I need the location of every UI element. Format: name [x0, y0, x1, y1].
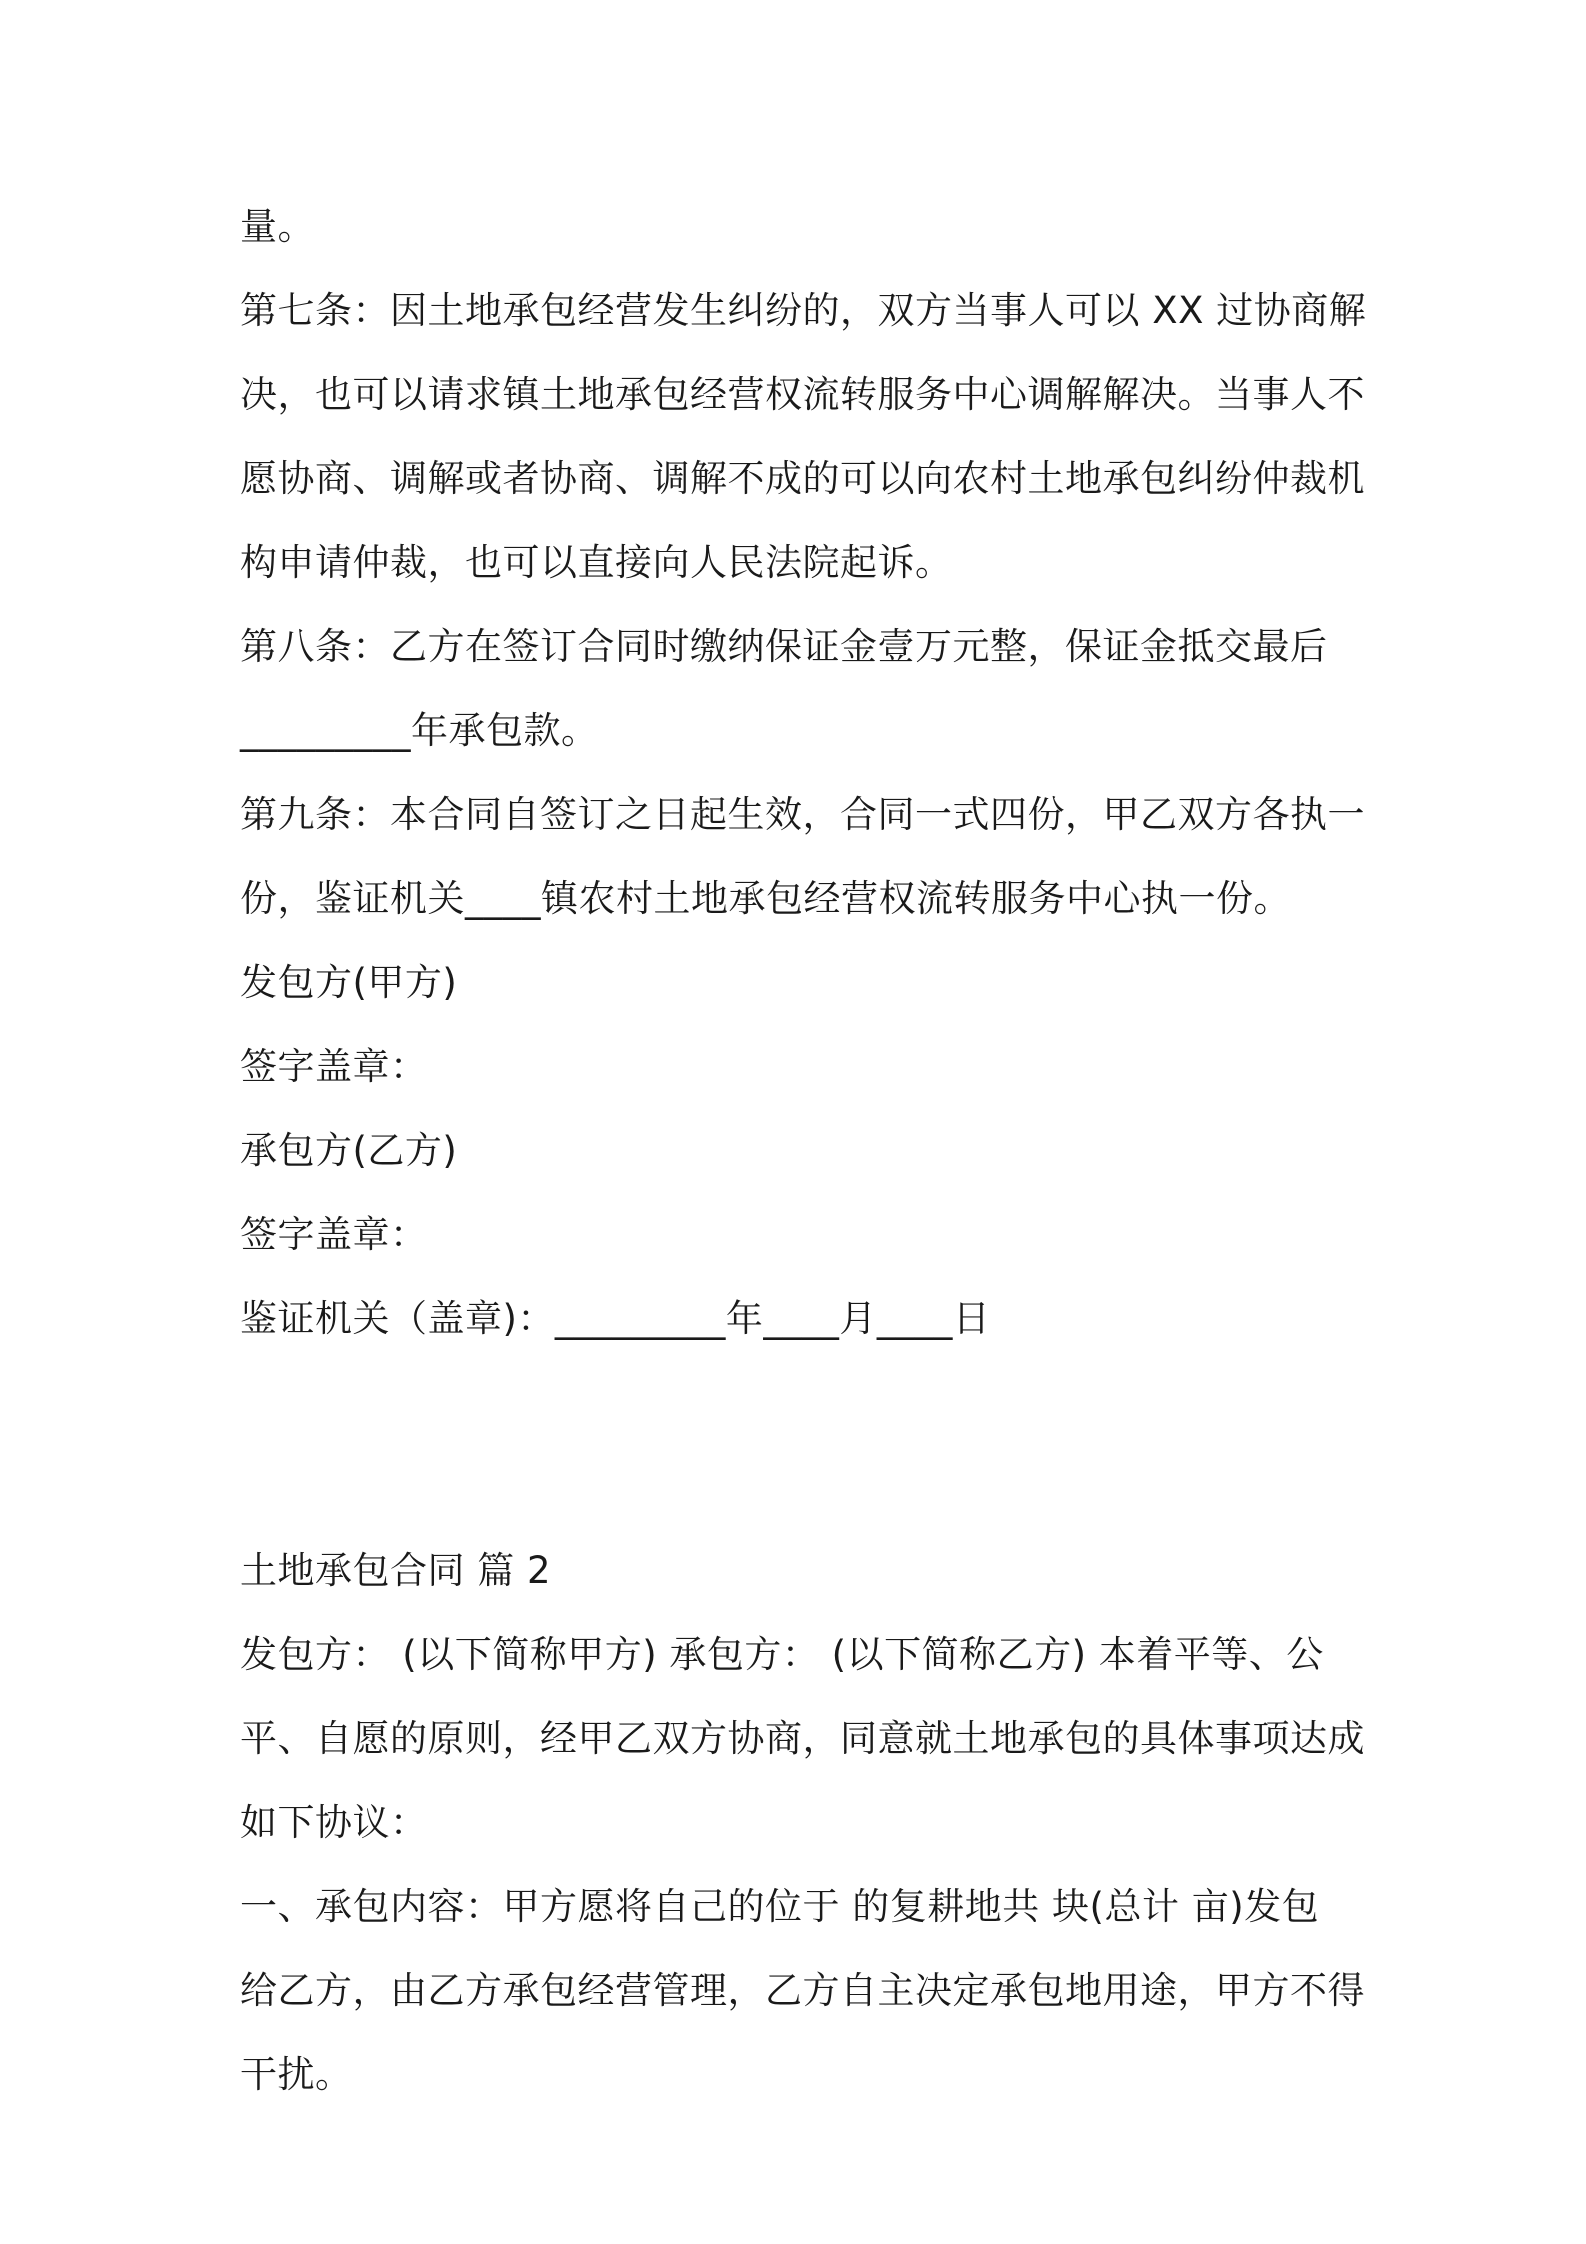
- section-part1: [240, 185, 1367, 1361]
- preamble-line-1: 发包方： (以下简称甲方) 承包方： (以下简称乙方) 本着平等、公: [240, 1633, 1324, 1676]
- clause-7-line-4: 构申请仲裁，也可以直接向人民法院起诉。: [240, 541, 953, 584]
- section-part2: [240, 1529, 1365, 2117]
- party-b-label: 承包方(乙方): [240, 1129, 458, 1172]
- text-line: 量。: [240, 205, 315, 248]
- clause-7-line-1: 第七条：因土地承包经营发生纠纷的，双方当事人可以 XX 过协商解: [240, 289, 1367, 332]
- authority-seal-date: 鉴证机关（盖章)：_________年____月____日: [240, 1297, 991, 1340]
- preamble-line-3: 如下协议：: [240, 1801, 428, 1844]
- clause-9-line-2: 份，鉴证机关____镇农村土地承包经营权流转服务中心执一份。: [240, 877, 1291, 920]
- party-b-signature: 签字盖章：: [240, 1213, 428, 1256]
- clause-7-line-2: 决，也可以请求镇土地承包经营权流转服务中心调解解决。当事人不: [240, 373, 1365, 416]
- document-page: [240, 185, 1367, 2117]
- clause-8-line-1: 第八条：乙方在签订合同时缴纳保证金壹万元整，保证金抵交最后: [240, 625, 1328, 668]
- party-a-signature: 签字盖章：: [240, 1045, 428, 1088]
- contract-title: 土地承包合同 篇 2: [240, 1549, 552, 1592]
- article-1-line-1: 一、承包内容：甲方愿将自己的位于 的复耕地共 块(总计 亩)发包: [240, 1885, 1320, 1928]
- preamble-line-2: 平、自愿的原则，经甲乙双方协商，同意就土地承包的具体事项达成: [240, 1717, 1365, 1760]
- clause-8-line-2: _________年承包款。: [240, 709, 599, 752]
- party-a-label: 发包方(甲方): [240, 961, 458, 1004]
- section-gap: [240, 1361, 1360, 1529]
- clause-9-line-1: 第九条：本合同自签订之日起生效，合同一式四份，甲乙双方各执一: [240, 793, 1365, 836]
- article-1-line-2: 给乙方，由乙方承包经营管理，乙方自主决定承包地用途，甲方不得: [240, 1969, 1365, 2012]
- clause-7-line-3: 愿协商、调解或者协商、调解不成的可以向农村土地承包纠纷仲裁机: [240, 457, 1365, 500]
- article-1-line-3: 干扰。: [240, 2053, 353, 2096]
